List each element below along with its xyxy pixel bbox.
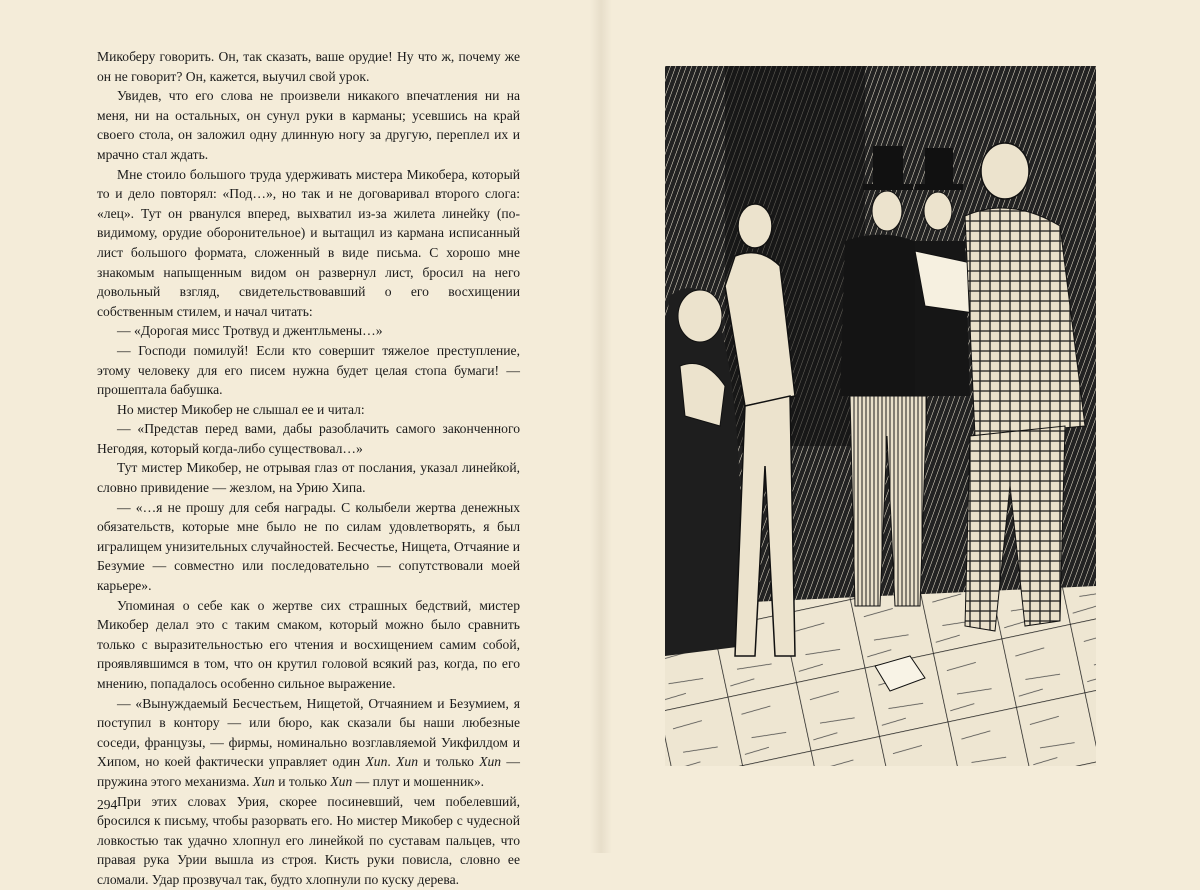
- paragraph: [97, 47, 520, 86]
- text-run: При этих словах Урия, скорее посиневший, чем побелевший, бросился к письму, чтобы разорвать его. Но мистер Микобер с чудесной ловкостью так удачно хлопнул его линейкой по суставам пальцев, что правая рука Урии вышла из строя. Кисть руки повисла, словно ее сломали. Удар прозвучал так, будто хлопнули по куску дерева.: [97, 793, 520, 887]
- italic-text: Хип: [479, 754, 502, 770]
- text-run: Увидев, что его слова не произвели никакого впечатления ни на меня, ни на остальных, он сунул руки в карманы; усевшись на край своего стола, он заложил одну длинную ногу за другую, переплел их и мрачно стал ждать.: [97, 88, 520, 162]
- paragraph: [97, 596, 520, 694]
- text-column: [97, 47, 520, 890]
- paragraph: [97, 86, 520, 164]
- book-gutter: [590, 0, 612, 853]
- page-number: 294: [97, 797, 118, 812]
- text-run: Микоберу говорить. Он, так сказать, ваше орудие! Ну что ж, почему же он не говорит? Он, кажется, выучил свой урок.: [97, 49, 520, 84]
- italic-text: Хип: [252, 773, 275, 789]
- text-run: — «…я не прошу для себя награды. С колыбели жертва денежных обязательств, которые мне было не по силам удовлетворять, я был игралищем унизительных случайностей. Бесчестье, Нищета, Отчаяние и Безумие — совместно или последовательно — сопутствовали моей карьере».: [97, 499, 520, 594]
- italic-text: Хип: [365, 754, 388, 770]
- paragraph: [97, 792, 520, 890]
- italic-text: Хип: [396, 754, 418, 770]
- text-run: Мне стоило большого труда удерживать мистера Микобера, который то и дело повторял: «Под…», но так и не договаривал второго слога: «лец». Тут он рванулся вперед, выхватил из-за жилета линейку (по-видимому, орудие оборонительное) и вытащил из кармана исписанный лист большого формата, сложенный в виде письма. С хорошо мне знакомым напыщенным видом он развернул лист, бросил на него довольный взгляд, свидетельствовавший о его восхищении собственным стилем, и начал читать:: [97, 166, 520, 319]
- text-run: — «Дорогая мисс Тротвуд и джентльмены…»: [117, 323, 383, 339]
- paragraph: [97, 165, 520, 322]
- text-run: — плут и мошенник».: [352, 773, 485, 789]
- text-run: Но мистер Микобер не слышал ее и читал:: [117, 401, 365, 417]
- paragraph: [97, 498, 520, 596]
- illustration-drawing: [665, 66, 1096, 766]
- italic-text: Хип: [330, 773, 353, 789]
- text-run: — «Вынуждаемый Бесчестьем, Нищетой, Отчаянием и Безумием, я поступил в контору — или бюро, как сказали бы наши любезные соседи, французы, — фирмы, номинально возглавляемой Уикфилдом и Хипом, но коей фактически управляет один: [97, 695, 520, 770]
- text-run: .: [387, 754, 397, 770]
- text-run: Упоминая о себе как о жертве сих страшных бедствий, мистер Микобер делал это с таким смаком, который можно было сравнить только с выразительностью его чтения и восхищением самим собой, проявлявшимся в том, что он крутил головой всякий раз, когда, по его мнению, попадалось особенно сильное выражение.: [97, 597, 520, 691]
- text-run: — «Представ перед вами, дабы разоблачить самого законченного Негодяя, который когда-либо существовал…»: [97, 421, 520, 456]
- text-run: и только: [418, 754, 480, 770]
- text-run: — Господи помилуй! Если кто совершит тяжелое преступление, этому человеку для его писем нужна будет целая стопа бумаги! — прошептала бабушка.: [97, 342, 520, 398]
- paragraph: [97, 419, 520, 458]
- text-run: Тут мистер Микобер, не отрывая глаз от послания, указал линейкой, словно привидение — жезлом, на Урию Хипа.: [97, 460, 520, 496]
- paragraph: [97, 400, 520, 420]
- paragraph: [97, 321, 520, 341]
- illustration: [665, 66, 1096, 766]
- paragraph: [97, 694, 520, 792]
- paragraph: [97, 341, 520, 400]
- text-run: и только: [274, 773, 331, 789]
- text-run: — пружина этого механизма.: [97, 754, 520, 789]
- paragraph: [97, 458, 520, 497]
